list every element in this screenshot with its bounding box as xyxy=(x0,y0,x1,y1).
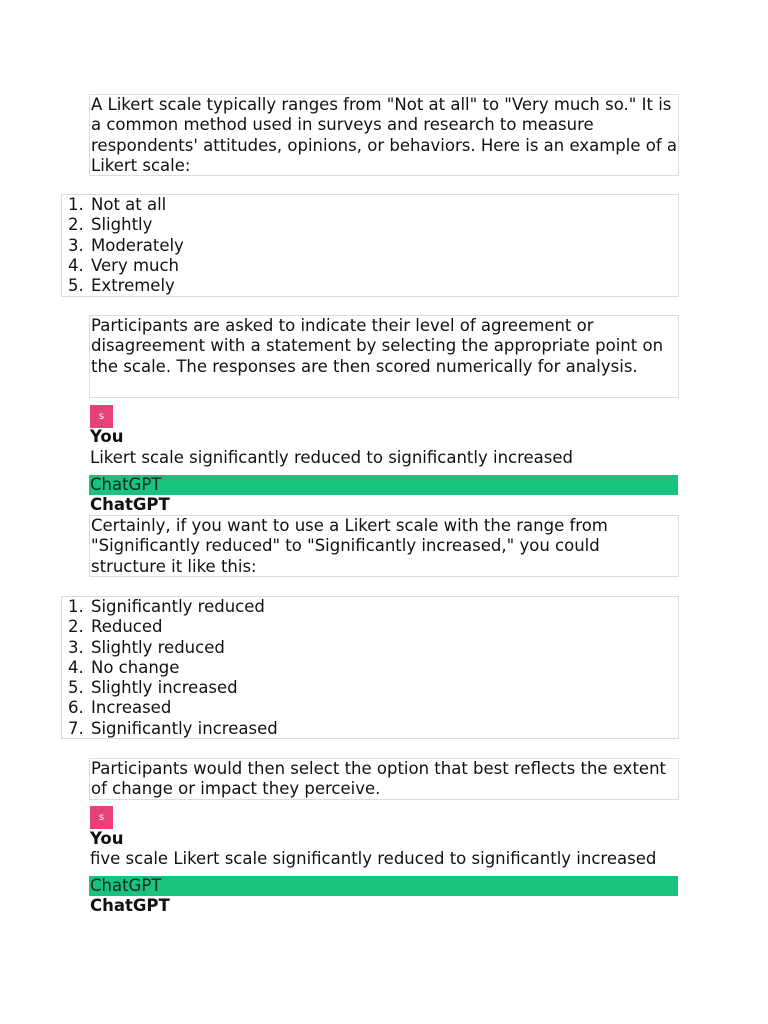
intro-paragraph-box xyxy=(89,94,679,176)
user-message: five scale Likert scale significantly reduced to significantly increased xyxy=(90,849,657,868)
list-item: 3. Slightly reduced xyxy=(68,637,225,657)
list-item: 4. Very much xyxy=(68,255,180,275)
participants-paragraph: Participants are asked to indicate their level of agreement or disagreement with a statement by selecting the appropriate point on the scale. The responses are then scored numerically for analysis. xyxy=(91,316,664,376)
user-avatar: s xyxy=(90,806,113,829)
select-option-paragraph-box xyxy=(89,758,679,800)
list-item: 1. Not at all xyxy=(68,195,167,214)
chatgpt-speaker-label: ChatGPT xyxy=(90,896,170,915)
chatgpt-reply-box xyxy=(89,515,679,577)
user-speaker-label: You xyxy=(90,829,124,848)
list-item: 5. Slightly increased xyxy=(68,678,238,698)
list-item: 5. Extremely xyxy=(68,276,175,296)
list-item: 1. Significantly reduced xyxy=(68,597,265,616)
list-item: 4. No change xyxy=(68,657,180,677)
chatgpt-header-bar: ChatGPT xyxy=(89,475,678,495)
chatgpt-header-bar: ChatGPT xyxy=(89,876,678,896)
list-item: 3. Moderately xyxy=(68,235,184,255)
user-message: Likert scale significantly reduced to significantly increased xyxy=(90,448,574,467)
user-speaker-label: You xyxy=(90,427,124,446)
list-item: 2. Slightly xyxy=(68,215,153,235)
likert-change-list xyxy=(61,596,679,739)
list-item: 6. Increased xyxy=(68,698,172,718)
intro-paragraph: A Likert scale typically ranges from "Not at all" to "Very much so." It is a common method used in surveys and research to measure respondents' attitudes, opinions, or behaviors. Here is an example of a Likert scale: xyxy=(91,95,677,175)
chatgpt-speaker-label: ChatGPT xyxy=(90,495,170,514)
participants-paragraph-box xyxy=(89,315,679,398)
chatgpt-reply-text: Certainly, if you want to use a Likert scale with the range from "Significantly reduced" to "Significantly increased," you could structure it like this: xyxy=(91,516,608,576)
user-avatar: s xyxy=(90,405,113,428)
list-item: 7. Significantly increased xyxy=(68,718,278,738)
list-item: 2. Reduced xyxy=(68,617,163,637)
likert-example-list xyxy=(61,194,679,297)
select-option-paragraph: Participants would then select the option that best reflects the extent of change or impact they perceive. xyxy=(91,759,666,799)
